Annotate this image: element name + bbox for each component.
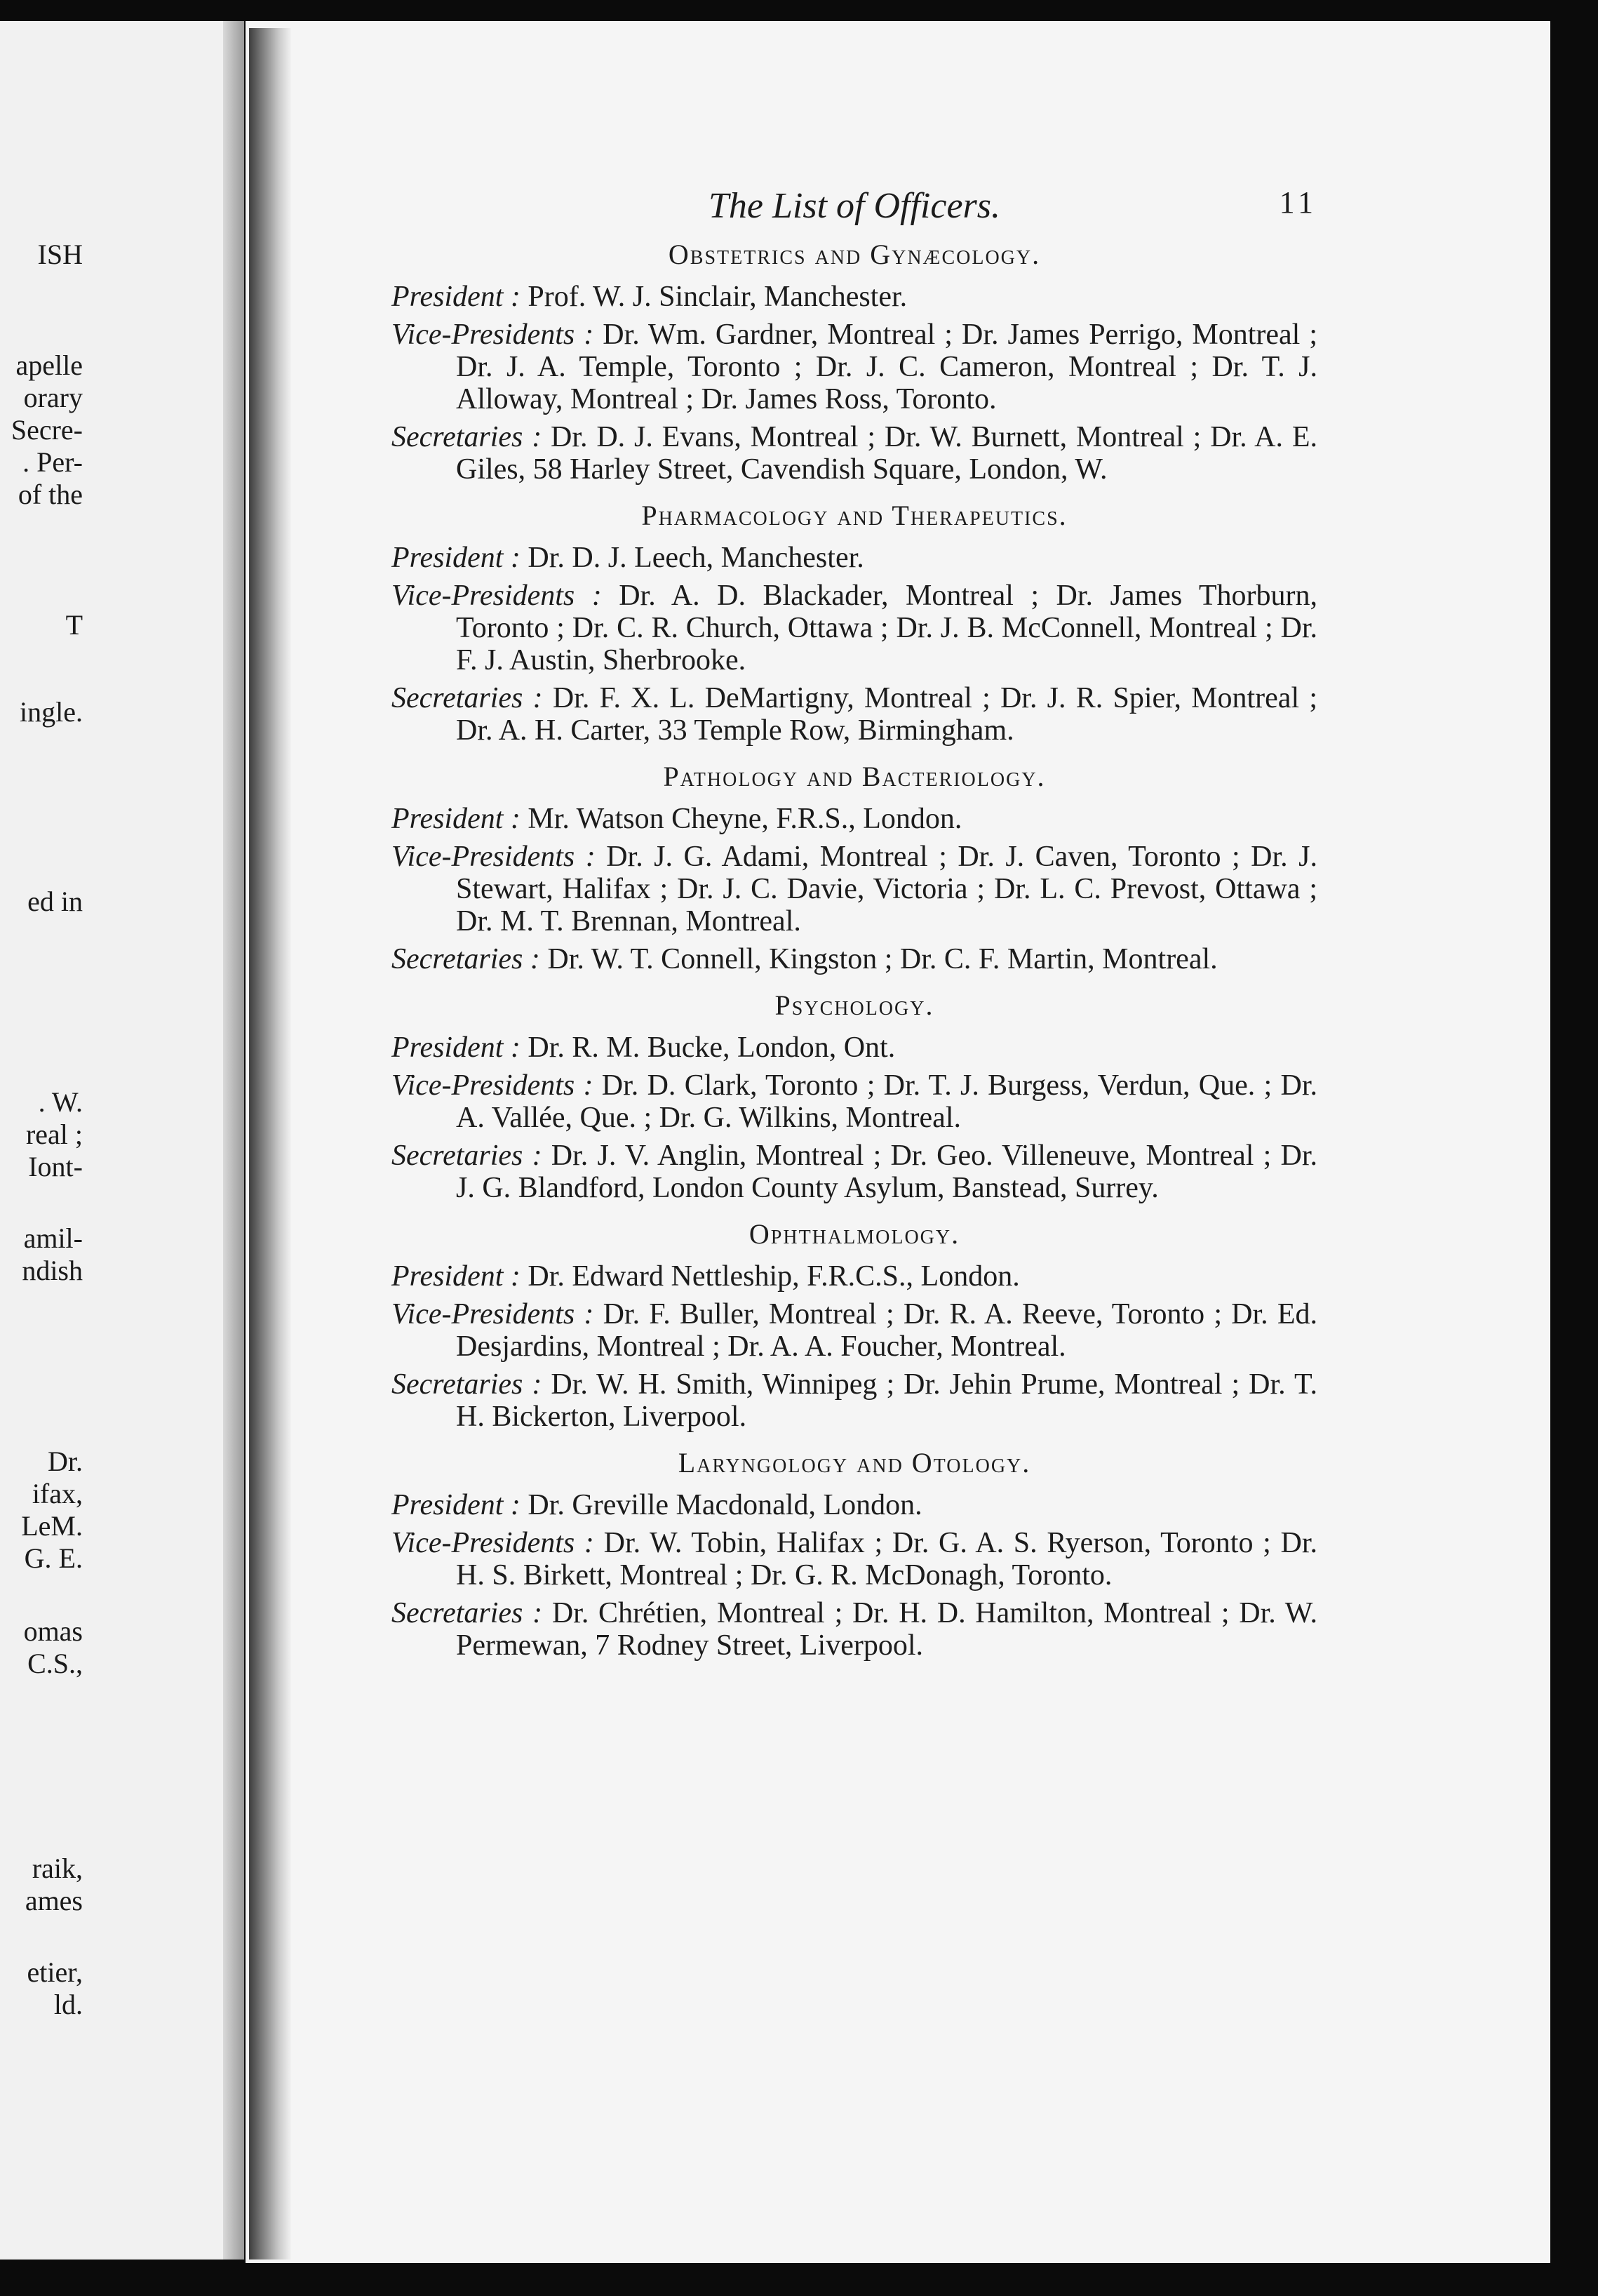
section-0 [391,239,1317,486]
officer-names: Dr. W. T. Connell, Kingston ; Dr. C. F. Martin, Montreal. [547,943,1218,975]
officer-role: Vice-Presidents : [391,319,594,351]
facing-page-fragment: ndish [22,1255,83,1286]
officer-names: Dr. Greville Macdonald, London. [528,1489,922,1521]
facing-page-fragment: Secre- [11,414,83,446]
officer-role: President : [391,1032,521,1064]
officer-entry [391,803,1317,835]
section-heading: Obstetrics and Gynæcology. [668,239,1041,270]
officer-names: Dr. R. M. Bucke, London, Ont. [528,1032,896,1064]
officer-names: Prof. W. J. Sinclair, Manchester. [528,281,908,313]
facing-page-fragment: G. E. [24,1542,83,1574]
officer-entry [391,943,1317,975]
section-entries [391,281,1317,486]
officer-entry [391,1489,1317,1521]
facing-page-fragment: ingle. [20,696,83,728]
section-heading: Pharmacology and Therapeutics. [641,500,1068,531]
officer-names: Dr. J. G. Adami, Montreal ; Dr. J. Caven, Toronto ; Dr. J. Stewart, Halifax ; Dr. J. C. Davie, Victoria ; Dr. L. C. Prevost, Ottawa ; Dr. M. T. Brennan, Montreal. [456,841,1317,937]
facing-page-fragment: real ; [25,1119,83,1150]
section-entries [391,803,1317,975]
facing-page-fragment: Dr. [48,1446,83,1477]
facing-page-fragment: omas [23,1615,83,1647]
facing-page [0,21,242,2260]
book-gutter [223,21,244,2260]
officer-role: Vice-Presidents : [391,1069,593,1102]
section-2 [391,761,1317,975]
officer-role: Secretaries : [391,1597,543,1629]
section-heading: Laryngology and Otology. [678,1447,1031,1479]
section-heading: Psychology. [774,989,934,1021]
officer-role: Secretaries : [391,1368,542,1401]
page-title: The List of Officers. [708,186,1001,226]
section-entries [391,1032,1317,1204]
officer-role: Vice-Presidents : [391,1527,594,1559]
officer-entry [391,1032,1317,1064]
section-1 [391,500,1317,747]
facing-page-fragment: C.S., [27,1648,83,1679]
officer-role: Secretaries : [391,1140,542,1172]
officer-names: Dr. Chrétien, Montreal ; Dr. H. D. Hamilton, Montreal ; Dr. W. Permewan, 7 Rodney Street, Liverpool. [456,1597,1318,1662]
section-3 [391,989,1317,1204]
section-heading: Pathology and Bacteriology. [663,761,1046,792]
facing-page-fragment: Iont- [28,1151,83,1182]
facing-page-fragment: ed in [27,886,83,917]
facing-page-fragment: amil- [23,1222,83,1254]
spine-shadow [249,28,291,2260]
facing-page-fragment: LeM. [21,1510,83,1542]
facing-page-fragment: ames [25,1885,83,1916]
officer-entry [391,1368,1317,1433]
officer-role: President : [391,803,521,835]
officer-entry [391,1069,1317,1134]
officer-names: Dr. Wm. Gardner, Montreal ; Dr. James Perrigo, Montreal ; Dr. J. A. Temple, Toronto ; Dr. J. C. Cameron, Montreal ; Dr. T. J. Alloway, Montreal ; Dr. James Ross, Toronto. [456,319,1318,415]
officers-list [391,184,1317,1676]
facing-page-fragment: T [65,609,83,641]
officer-role: Vice-Presidents : [391,841,596,873]
officer-names: Mr. Watson Cheyne, F.R.S., London. [528,803,962,835]
officer-role: Secretaries : [391,682,543,714]
officer-role: Secretaries : [391,421,542,453]
facing-page-fragment: of the [18,479,83,510]
officer-role: President : [391,1489,521,1521]
officer-entry [391,281,1317,313]
running-head [391,184,1317,234]
officer-names: Dr. W. H. Smith, Winnipeg ; Dr. Jehin Prume, Montreal ; Dr. T. H. Bickerton, Liverpool. [456,1368,1317,1433]
section-entries [391,542,1317,747]
officer-names: Dr. F. Buller, Montreal ; Dr. R. A. Reeve, Toronto ; Dr. Ed. Desjardins, Montreal ; Dr. A. A. Foucher, Montreal. [456,1298,1318,1363]
officer-role: Secretaries : [391,943,540,975]
section-entries [391,1260,1317,1433]
facing-page-fragment: etier, [27,1956,83,1988]
officer-names: Dr. D. J. Evans, Montreal ; Dr. W. Burnett, Montreal ; Dr. A. E. Giles, 58 Harley Street, Cavendish Square, London, W. [456,421,1317,486]
sections [391,239,1317,1662]
officer-names: Dr. Edward Nettleship, F.R.C.S., London. [528,1260,1020,1293]
officer-names: Dr. F. X. L. DeMartigny, Montreal ; Dr. J. R. Spier, Montreal ; Dr. A. H. Carter, 33 Temple Row, Birmingham. [456,682,1317,747]
section-4 [391,1218,1317,1433]
officer-entry [391,542,1317,574]
officer-entry [391,580,1317,676]
facing-page-fragment: . W. [38,1086,83,1118]
facing-page-fragment: . Per- [22,446,83,478]
officer-role: President : [391,281,521,313]
facing-page-fragment: ifax, [32,1478,83,1509]
officer-entry [391,1260,1317,1293]
officer-names: Dr. D. Clark, Toronto ; Dr. T. J. Burgess, Verdun, Que. ; Dr. A. Vallée, Que. ; Dr. G. Wilkins, Montreal. [456,1069,1318,1134]
officer-names: Dr. D. J. Leech, Manchester. [528,542,864,574]
section-5 [391,1447,1317,1662]
officer-role: President : [391,1260,521,1293]
officer-entry [391,841,1317,937]
facing-page-fragment: apelle [15,349,83,381]
officer-entry [391,682,1317,747]
officer-entry [391,1140,1317,1204]
section-heading: Ophthalmology. [748,1218,960,1250]
officer-names: Dr. A. D. Blackader, Montreal ; Dr. James Thorburn, Toronto ; Dr. C. R. Church, Ottawa ; Dr. J. B. McConnell, Montreal ; Dr. F. J. Austin, Sherbrooke. [456,580,1318,676]
officer-entry [391,1298,1317,1363]
officer-names: Dr. W. Tobin, Halifax ; Dr. G. A. S. Ryerson, Toronto ; Dr. H. S. Birkett, Montreal ; Dr. G. R. McDonagh, Toronto. [456,1527,1318,1591]
officer-entry [391,319,1317,415]
officer-entry [391,1527,1317,1591]
facing-page-fragment: raik, [32,1853,83,1884]
facing-page-fragment: ld. [53,1989,83,2020]
facing-page-fragment: orary [23,382,83,413]
officer-role: Vice-Presidents : [391,1298,594,1330]
officer-entry [391,1597,1317,1662]
officer-entry [391,421,1317,486]
facing-page-fragment: ISH [37,239,83,270]
officer-role: President : [391,542,521,574]
officer-names: Dr. J. V. Anglin, Montreal ; Dr. Geo. Villeneuve, Montreal ; Dr. J. G. Blandford, London County Asylum, Banstead, Surrey. [456,1140,1318,1204]
section-entries [391,1489,1317,1662]
page-number: 11 [1279,185,1317,220]
officer-role: Vice-Presidents : [391,580,602,612]
